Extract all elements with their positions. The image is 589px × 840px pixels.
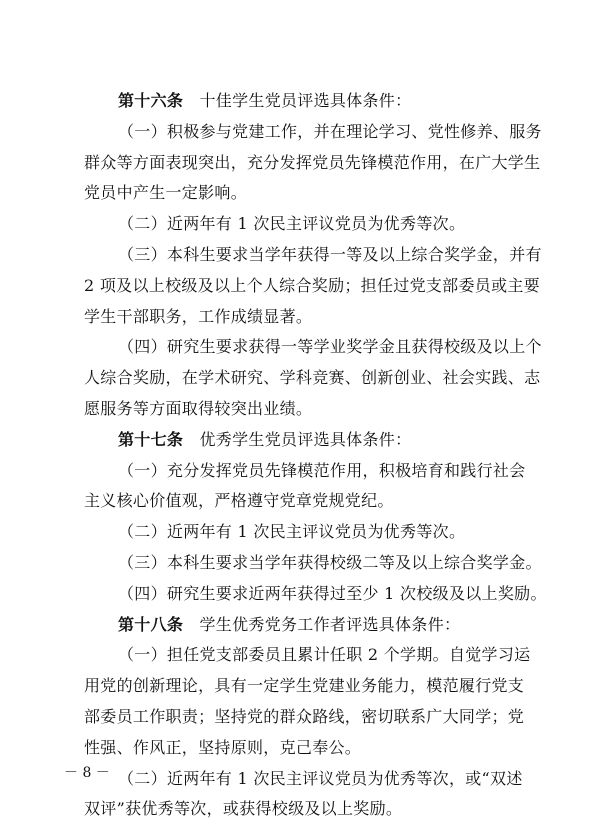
text-line-1: （一）积极参与党建工作，并在理论学习、党性修养、服务 bbox=[118, 121, 542, 141]
text-line-23: 双评”获优秀等次，或获得校级及以上奖励。 bbox=[84, 799, 403, 819]
text-line-18: （一）担任党支部委员且累计任职 2 个学期。自觉学习运 bbox=[118, 645, 531, 665]
text-line-8: （四）研究生要求获得一等学业奖学金且获得校级及以上个 bbox=[118, 337, 542, 357]
text-line-22: （二）近两年有 1 次民主评议党员为优秀等次，或“双述 bbox=[118, 768, 523, 788]
text-line-3: 党员中产生一定影响。 bbox=[84, 183, 248, 203]
text-line-13: 主义核心价值观，严格遵守党章党规党纪。 bbox=[84, 491, 394, 511]
text-line-15: （三）本科生要求当学年获得校级二等及以上综合奖学金。 bbox=[118, 553, 542, 572]
article-16-title: 十佳学生党员评选具体条件： bbox=[183, 91, 412, 110]
article-18-title-line bbox=[118, 614, 589, 636]
article-18-title: 学生优秀党务工作者评选具体条件： bbox=[183, 614, 461, 634]
article-17-title: 优秀学生党员评选具体条件： bbox=[183, 429, 412, 449]
text-line-6: 2 项及以上校级及以上个人综合奖励；担任过党支部委员或主要 bbox=[84, 275, 540, 295]
text-line-12: （一）充分发挥党员先锋模范作用，积极培育和践行社会 bbox=[118, 460, 526, 480]
text-line-7: 学生干部职务，工作成绩显著。 bbox=[84, 306, 313, 326]
text-line-10: 愿服务等方面取得较突出业绩。 bbox=[84, 399, 313, 418]
text-line-20: 部委员工作职责；坚持党的群众路线，密切联系广大同学；党 bbox=[84, 707, 525, 726]
text-line-16: （四）研究生要求近两年获得过至少 1 次校级及以上奖励。 bbox=[118, 583, 547, 603]
text-line-2: 群众等方面表现突出，充分发挥党员先锋模范作用，在广大学生 bbox=[84, 152, 541, 172]
article-17-heading: 第十七条 bbox=[118, 429, 184, 449]
article-16-heading: 第十六条 bbox=[118, 91, 184, 110]
text-line-14: （二）近两年有 1 次民主评议党员为优秀等次。 bbox=[118, 522, 466, 542]
text-line-21: 性强、作风正，坚持原则，克己奉公。 bbox=[84, 737, 362, 757]
article-18-heading: 第十八条 bbox=[118, 614, 184, 634]
article-16-title-line bbox=[118, 90, 589, 112]
article-17-title-line bbox=[118, 429, 589, 451]
text-line-9: 人综合奖励，在学术研究、学科竞赛、创新创业、社会实践、志 bbox=[84, 368, 541, 388]
text-line-19: 用党的创新理论，具有一定学生党建业务能力，模范履行党支 bbox=[84, 676, 525, 696]
page-number: － 8 － bbox=[64, 765, 110, 781]
text-line-4: （二）近两年有 1 次民主评议党员为优秀等次。 bbox=[118, 214, 466, 234]
text-line-5: （三）本科生要求当学年获得一等及以上综合奖学金，并有 bbox=[118, 245, 542, 264]
